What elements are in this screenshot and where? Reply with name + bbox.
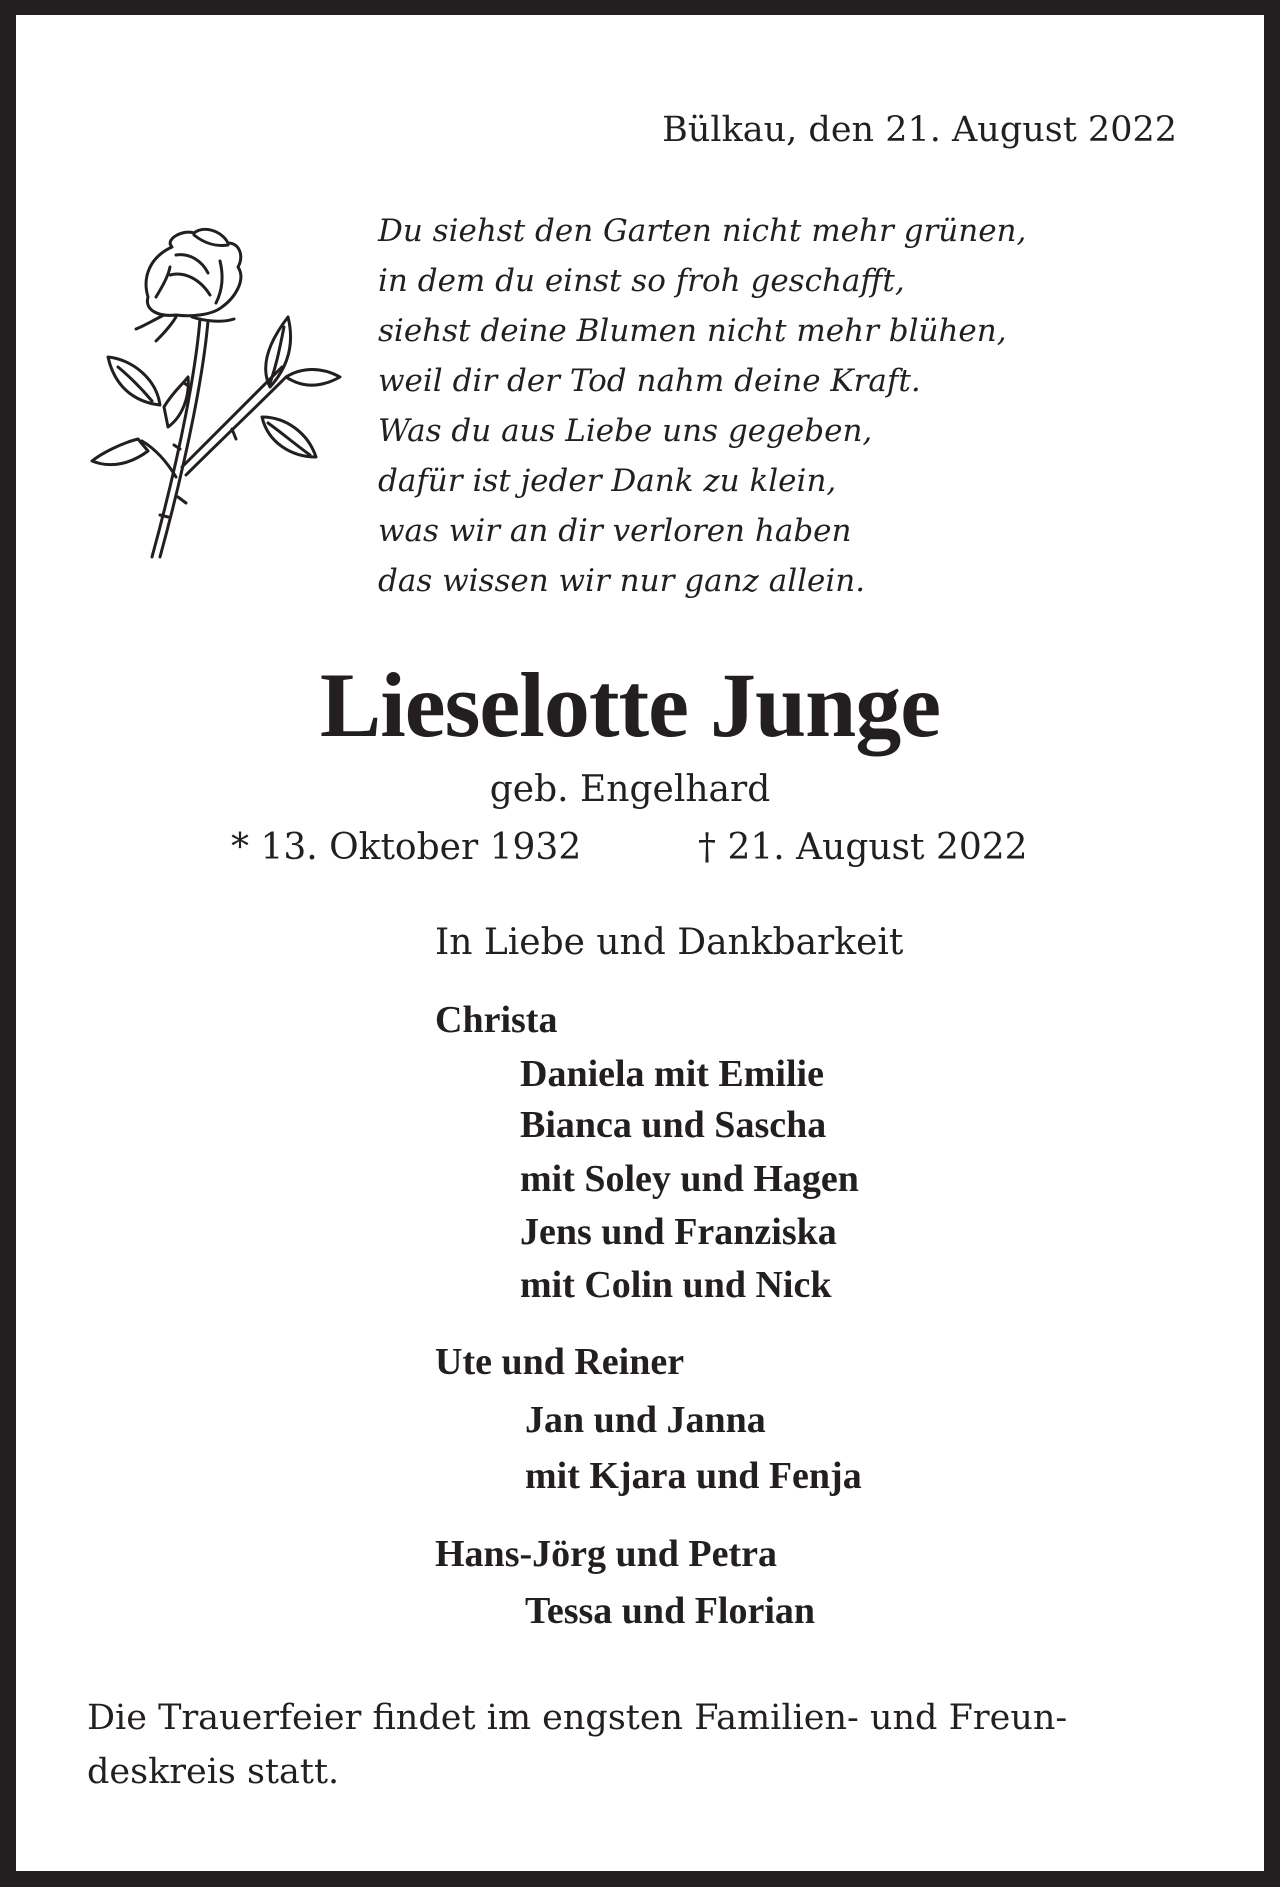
family-member: mit Kjara und Fenja xyxy=(525,1455,862,1497)
poem-line: in dem du einst so froh geschafft, xyxy=(378,263,905,299)
poem-line: das wissen wir nur ganz allein. xyxy=(378,563,866,599)
family-member: Jens und Franziska xyxy=(520,1211,837,1253)
family-member: mit Soley und Hagen xyxy=(520,1158,859,1200)
thanks-line: In Liebe und Dankbarkeit xyxy=(435,922,904,963)
poem-line: siehst deine Blumen nicht mehr blühen, xyxy=(378,313,1007,349)
poem-line: Du siehst den Garten nicht mehr grünen, xyxy=(378,213,1027,249)
family-head: Ute und Reiner xyxy=(435,1341,685,1383)
funeral-note-line: Die Trauerfeier findet im engsten Familien- und Freun- xyxy=(87,1698,1068,1738)
family-head: Christa xyxy=(435,999,558,1041)
family-member: Tessa und Florian xyxy=(525,1590,816,1632)
poem-line: Was du aus Liebe uns gegeben, xyxy=(378,413,873,449)
poem xyxy=(378,211,1026,611)
place-date: Bülkau, den 21. August 2022 xyxy=(662,110,1177,150)
funeral-note-line: deskreis statt. xyxy=(87,1752,340,1792)
family-member: Daniela mit Emilie xyxy=(520,1053,824,1095)
family-head: Hans-Jörg und Petra xyxy=(435,1533,777,1575)
funeral-note xyxy=(87,1698,1068,1809)
poem-line: weil dir der Tod nahm deine Kraft. xyxy=(378,363,921,399)
death-date: † 21. August 2022 xyxy=(698,827,1028,868)
family-member: Bianca und Sascha xyxy=(520,1104,827,1146)
family-member: mit Colin und Nick xyxy=(520,1264,832,1306)
deceased-name: Lieselotte Junge xyxy=(319,654,941,756)
birth-date: * 13. Oktober 1932 xyxy=(231,827,582,868)
rose-icon xyxy=(72,217,342,562)
birth-name: geb. Engelhard xyxy=(489,769,771,810)
poem-line: dafür ist jeder Dank zu klein, xyxy=(378,463,837,499)
family-member: Jan und Janna xyxy=(525,1399,766,1441)
obituary-notice xyxy=(16,15,1264,1871)
poem-line: was wir an dir verloren haben xyxy=(378,513,852,549)
